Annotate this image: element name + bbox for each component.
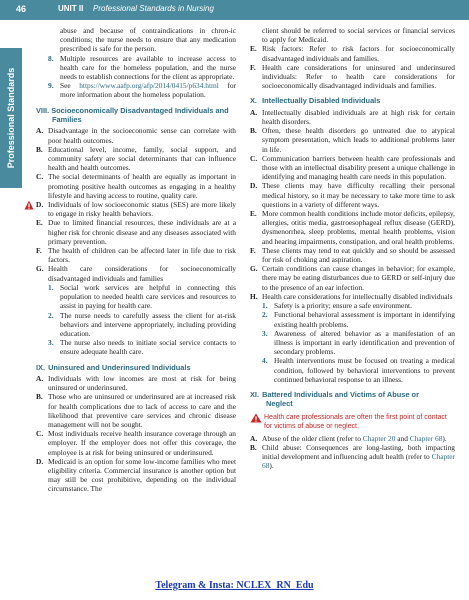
warning-triangle-icon	[250, 413, 262, 423]
list-item: A. Individuals with low incomes are most at risk for being uninsured or underinsured.	[36, 373, 236, 393]
section-title-cont: Neglect	[266, 399, 293, 409]
list-item: B. Those who are uninsured or underinsured are at increased risk for health complications due to lack of access to care and the likelihood that preventive care services and chronic disease management will not be sought.	[36, 392, 236, 429]
sub-list-item: 4. Health interventions must be focused on treating a medical condition, followed by behavioral interventions to prevent continued behavioral response to an illness.	[262, 356, 455, 384]
footer-watermark[interactable]	[0, 580, 469, 591]
list-item	[36, 26, 236, 54]
item-number: 9.	[48, 81, 54, 91]
caution-icon	[24, 200, 34, 210]
list-item: D. These clients may have difficulty recalling their personal medical history, so it may be necessary to take more time to ask questions in a variety of different ways.	[250, 181, 455, 209]
item-text: Abuse of the older client (refer to	[262, 433, 363, 443]
chapter-link[interactable]: Chapter 20	[362, 433, 396, 443]
list-item: A. Abuse of the older client (refer to Chapter 20 and Chapter 68).	[250, 433, 447, 443]
chapter-link[interactable]: Chapter 68	[409, 433, 443, 443]
section-number: IX.	[36, 362, 46, 372]
sub-list-item: 3. Awareness of altered behavior as a manifestation of an illness is important in early identification and prevention of secondary problems.	[262, 328, 455, 357]
list-item: D. Individuals of low socioeconomic status (SES) are more likely to engage in risky health behaviors.	[36, 200, 236, 218]
list-item: H. Health care considerations for intellectually disabled individuals	[250, 291, 453, 301]
unit-title: Professional Standards in Nursing	[93, 4, 214, 13]
side-tab-label: Professional Standards	[6, 67, 16, 169]
warning-text: Health care professionals are often the first point of contact for victims of abuse or neglect.	[264, 413, 447, 430]
list-item: E. More common health conditions include motor deficits, epilepsy, allergies, otitis media, gastroesophageal reflux disease (GERD), dysmenorrhea, sleep problems, mental health problems, vision and hearing impairments, constipation, and oral health problems.	[250, 209, 455, 246]
item-text: See	[60, 81, 80, 91]
reference-link[interactable]: https://www.aafp.org/afp/2014/0415/p634.html	[79, 81, 219, 91]
list-item: A. Disadvantage in the socioeconomic sense can correlate with poor health outcomes.	[36, 126, 236, 145]
section-title: Socioeconomically Disadvantaged Individuals and	[51, 105, 229, 115]
item-text: and	[395, 433, 410, 443]
list-item: B. Child abuse: Consequences are long-lasting, both impacting initial development and influencing adult health (refer to Chapter 68).	[250, 442, 455, 471]
list-item: F. These clients may tend to eat quickly and so should be assessed for risk of choking and aspiration.	[250, 245, 455, 265]
right-column	[250, 26, 455, 471]
item-text: ).	[442, 433, 447, 443]
list-item: C. The social determinants of health are equally as important in promoting positive health outcomes as engaging in a healthy lifestyle and having access to routine, quality care.	[36, 172, 236, 200]
list-item: C. Communication barriers between health care professionals and those with an intellectual disability present a unique challenge in identifying and managing health care needs in this population.	[250, 153, 455, 182]
item-text: for more information about the homeless population.	[60, 81, 236, 100]
sub-list-item: 1. Safety is a priority; ensure a safe environment.	[262, 301, 412, 311]
list-item: G. Certain conditions can cause changes in behavior; for example, there may be eating disturbances due to GERD or self-injury due to the presence of an ear infection.	[250, 264, 455, 292]
left-column	[36, 26, 236, 494]
item-text: ).	[269, 461, 274, 471]
list-item	[36, 54, 236, 82]
unit-label: UNIT II	[58, 4, 84, 13]
list-item: E. Risk factors: Refer to risk factors for socioeconomically disadvantaged individuals and families.	[250, 44, 455, 63]
continued-text: abuse and because of contraindications in chron-ic conditions; the nurse needs to ensure that any medication prescribed is safe for the person.	[60, 26, 236, 54]
list-item: A. Intellectually disabled individuals are at high risk for certain health disorders.	[250, 107, 455, 127]
section-number: X.	[250, 96, 257, 106]
item-text: Multiple resources are available to increase access to health care for the homeless population, and the nurse needs to establish connections for the client as appropriate.	[60, 53, 236, 82]
continued-text: client should be referred to social services or financial services to apply for Medicaid.	[262, 26, 455, 45]
section-heading	[36, 106, 236, 125]
section-number: XI.	[250, 389, 260, 399]
section-title-cont: Families	[52, 115, 82, 125]
list-item: E. Due to limited financial resources, these individuals are at a higher risk for chronic disease and any diseases associated with primary prevention.	[36, 218, 236, 246]
section-number: VIII.	[36, 105, 50, 115]
warning-callout	[250, 413, 455, 431]
sub-list-item: 2. The nurse needs to carefully assess the client for at-risk behaviors and intervene appropriately, including providing education.	[48, 310, 236, 338]
item-text: Child abuse: Consequences are long-lasting, both impacting initial development and influencing adult health (refer to	[262, 442, 455, 462]
list-item: G. Health care considerations for socioeconomically disadvantaged individuals and families	[36, 264, 236, 283]
section-heading	[36, 363, 236, 372]
list-item: F. The health of children can be affected later in life due to risk factors.	[36, 246, 236, 265]
sub-list-item: 3. The nurse also needs to initiate social service contacts to ensure adequate health care.	[48, 338, 236, 357]
list-item	[250, 26, 455, 44]
sub-list-item: 2. Functional behavioral assessment is important in identifying existing health problems.	[262, 310, 455, 329]
sub-list-item: 1. Social work services are helpful in connecting this population to needed health care services and resources to assist in paying for health care.	[48, 282, 236, 311]
list-item: B. Educational level, income, family, social support, and community safety are social determinants that can influence health and health outcomes.	[36, 144, 236, 173]
section-title: Uninsured and Underinsured Individuals	[48, 362, 191, 372]
section-title: Battered Individuals and Victims of Abuse or	[262, 389, 419, 399]
section-heading	[250, 96, 455, 105]
section-heading	[250, 390, 455, 409]
chapter-link[interactable]: Chapter 68	[262, 452, 455, 471]
page-number: 46	[16, 4, 27, 14]
page-header	[0, 0, 469, 20]
list-item: D. Medicaid is an option for some low-income families who meet eligibility criteria. Commercial insurance is another option but may still be cost prohibitive, depending on the individual circumstance. The	[36, 456, 236, 494]
item-number: 8.	[48, 53, 54, 63]
list-item: F. Health care considerations for uninsured and underinsured individuals: Refer to health care considerations for socioeconomically disadvantaged individuals and families.	[250, 62, 455, 91]
section-title: Intellectually Disabled Individuals	[262, 96, 381, 106]
list-item: C. Most individuals receive health insurance coverage through an employer. If the employer does not offer this coverage, the employee is at risk for being uninsured or underinsured.	[36, 429, 236, 457]
list-item	[36, 81, 236, 99]
footer-text[interactable]: Telegram & Insta: NCLEX_RN_Edu	[155, 580, 314, 591]
list-item: B. Often, these health disorders go untreated due to atypical symptom presentation, which leads to additional problems later in life.	[250, 126, 455, 154]
